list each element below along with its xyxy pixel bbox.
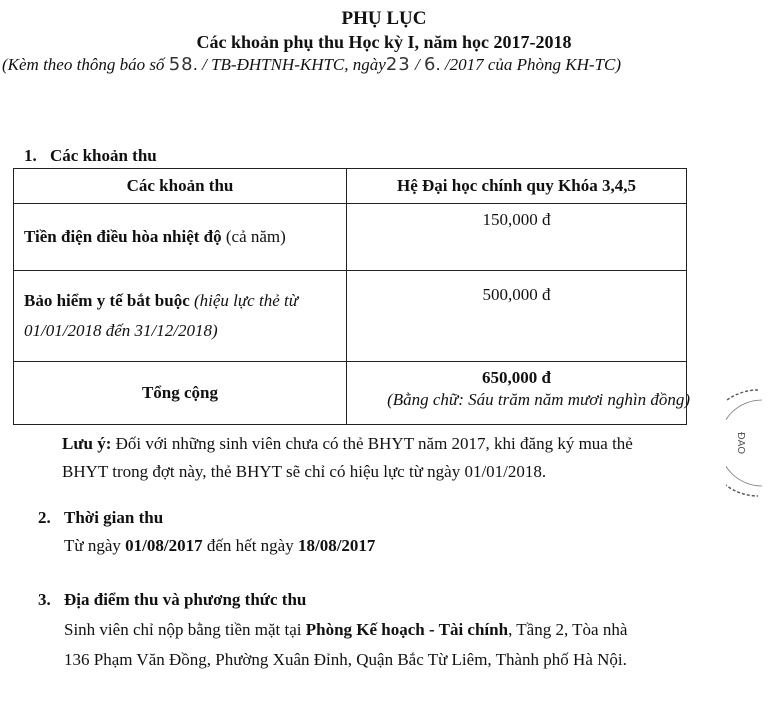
ref-month-handwritten: 6 <box>423 54 437 75</box>
fee-label-cell <box>14 271 347 362</box>
ref-sep: / <box>410 55 424 74</box>
fee-label: Bảo hiểm y tế bắt buộc <box>24 291 190 310</box>
note-line-2: BHYT trong đợt này, thẻ BHYT sẽ chỉ có hiệu lực từ ngày 01/01/2018. <box>62 462 547 481</box>
ref-suffix: . /2017 của Phòng KH-TC) <box>436 55 622 74</box>
ref-day-handwritten: 23 <box>385 54 411 75</box>
section-2-heading: 2. Thời gian thu <box>38 508 164 527</box>
table-row <box>14 271 687 362</box>
start-date: 01/08/2017 <box>125 536 203 555</box>
fee-label-cell <box>14 204 347 271</box>
stamp-seal <box>726 388 768 498</box>
stamp-text: ĐAO <box>735 432 746 455</box>
fee-amount: 500,000 đ <box>347 271 687 362</box>
amount-in-words: (Bằng chữ: Sáu trăm năm mươi nghìn đồng) <box>387 390 690 409</box>
col-header-program: Hệ Đại học chính quy Khóa 3,4,5 <box>347 169 687 204</box>
ref-prefix: (Kèm theo thông báo số <box>2 55 165 74</box>
location-line-1: Sinh viên chỉ nộp bằng tiền mặt tại Phòng Kế hoạch - Tài chính, Tầng 2, Tòa nhà <box>64 620 628 639</box>
ref-number-handwritten: 58 <box>168 54 194 75</box>
fee-note: (hiệu lực thẻ từ 01/01/2018 đến 31/12/2018) <box>24 291 298 340</box>
fee-amount: 150,000 đ <box>347 204 687 271</box>
total-amount: 650,000 đ <box>347 362 687 425</box>
page-title: PHỤ LỤC <box>341 8 427 29</box>
location-line-2: 136 Phạm Văn Đồng, Phường Xuân Đỉnh, Quận Bắc Từ Liêm, Thành phố Hà Nội. <box>64 650 627 669</box>
end-date: 18/08/2017 <box>297 536 376 555</box>
section-3-heading: 3. Địa điểm thu và phương thức thu <box>38 590 307 609</box>
fee-note: (cả năm) <box>221 227 286 246</box>
note-line-1: Lưu ý: Đối với những sinh viên chưa có thẻ BHYT năm 2017, khi đăng ký mua thẻ <box>62 434 633 453</box>
ref-mid: . / TB-ĐHTNH-KHTC, ngày <box>193 55 386 74</box>
reference-line <box>2 54 621 75</box>
section-1-heading: 1. Các khoản thu <box>24 146 157 165</box>
note-label: Lưu ý: <box>62 434 112 453</box>
total-label: Tổng cộng <box>14 362 347 425</box>
collection-period: Từ ngày 01/08/2017 đến hết ngày 18/08/2017 <box>64 536 376 555</box>
office-name: Phòng Kế hoạch - Tài chính <box>305 620 509 639</box>
table-header-row <box>14 169 687 204</box>
col-header-fee: Các khoản thu <box>14 169 347 204</box>
table-row <box>14 204 687 271</box>
fee-label: Tiền điện điều hòa nhiệt độ <box>24 227 222 246</box>
fees-table <box>13 168 687 425</box>
page-subtitle: Các khoản phụ thu Học kỳ I, năm học 2017-2018 <box>196 32 572 52</box>
